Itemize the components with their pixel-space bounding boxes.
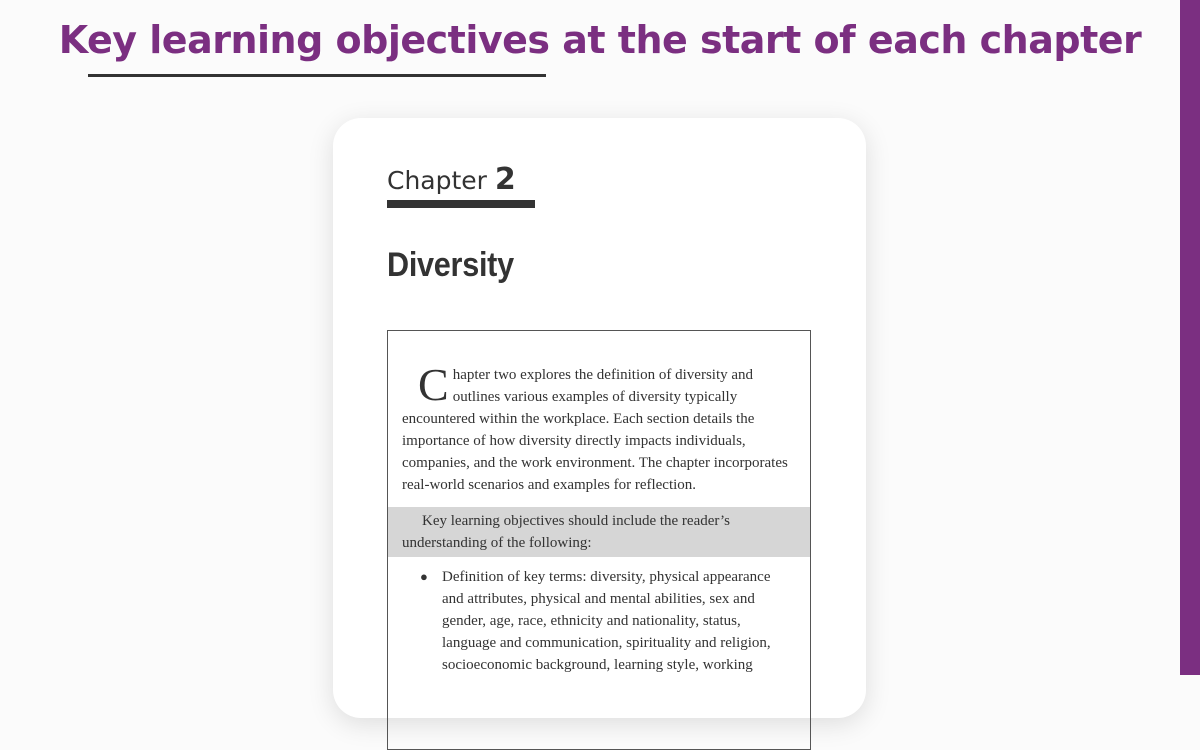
- chapter-rule: [387, 200, 535, 208]
- chapter-word: Chapter: [387, 166, 487, 195]
- chapter-number: 2: [494, 162, 516, 197]
- bullet-icon: ●: [420, 569, 428, 584]
- chapter-label: [387, 162, 516, 197]
- chapter-title: Diversity: [387, 246, 514, 284]
- book-page-preview: [333, 118, 866, 718]
- slide-headline: Key learning objectives at the start of each chapter: [58, 18, 1142, 62]
- accent-bar: [1180, 0, 1200, 675]
- chapter-intro-text: hapter two explores the definition of diversity and outlines various examples of diversity typically encountered within the workplace. Each section details the importance of how diversity directly impacts individuals, companies, and the work environment. The chapter incorporates real-world scenarios and examples for reflection.: [402, 367, 788, 493]
- headline-underline: [88, 74, 546, 77]
- drop-cap: C: [418, 359, 449, 410]
- chapter-summary-box: [387, 330, 811, 750]
- chapter-intro: [402, 359, 800, 496]
- objectives-heading: Key learning objectives should include the reader’s understanding of the following:: [402, 513, 730, 551]
- objective-bullet-item: Definition of key terms: diversity, physical appearance and attributes, physical and mental abilities, sex and gender, age, race, ethnicity and nationality, status, language and communication, spirituality and religion, socioeconomic background, learning style, working: [442, 569, 771, 673]
